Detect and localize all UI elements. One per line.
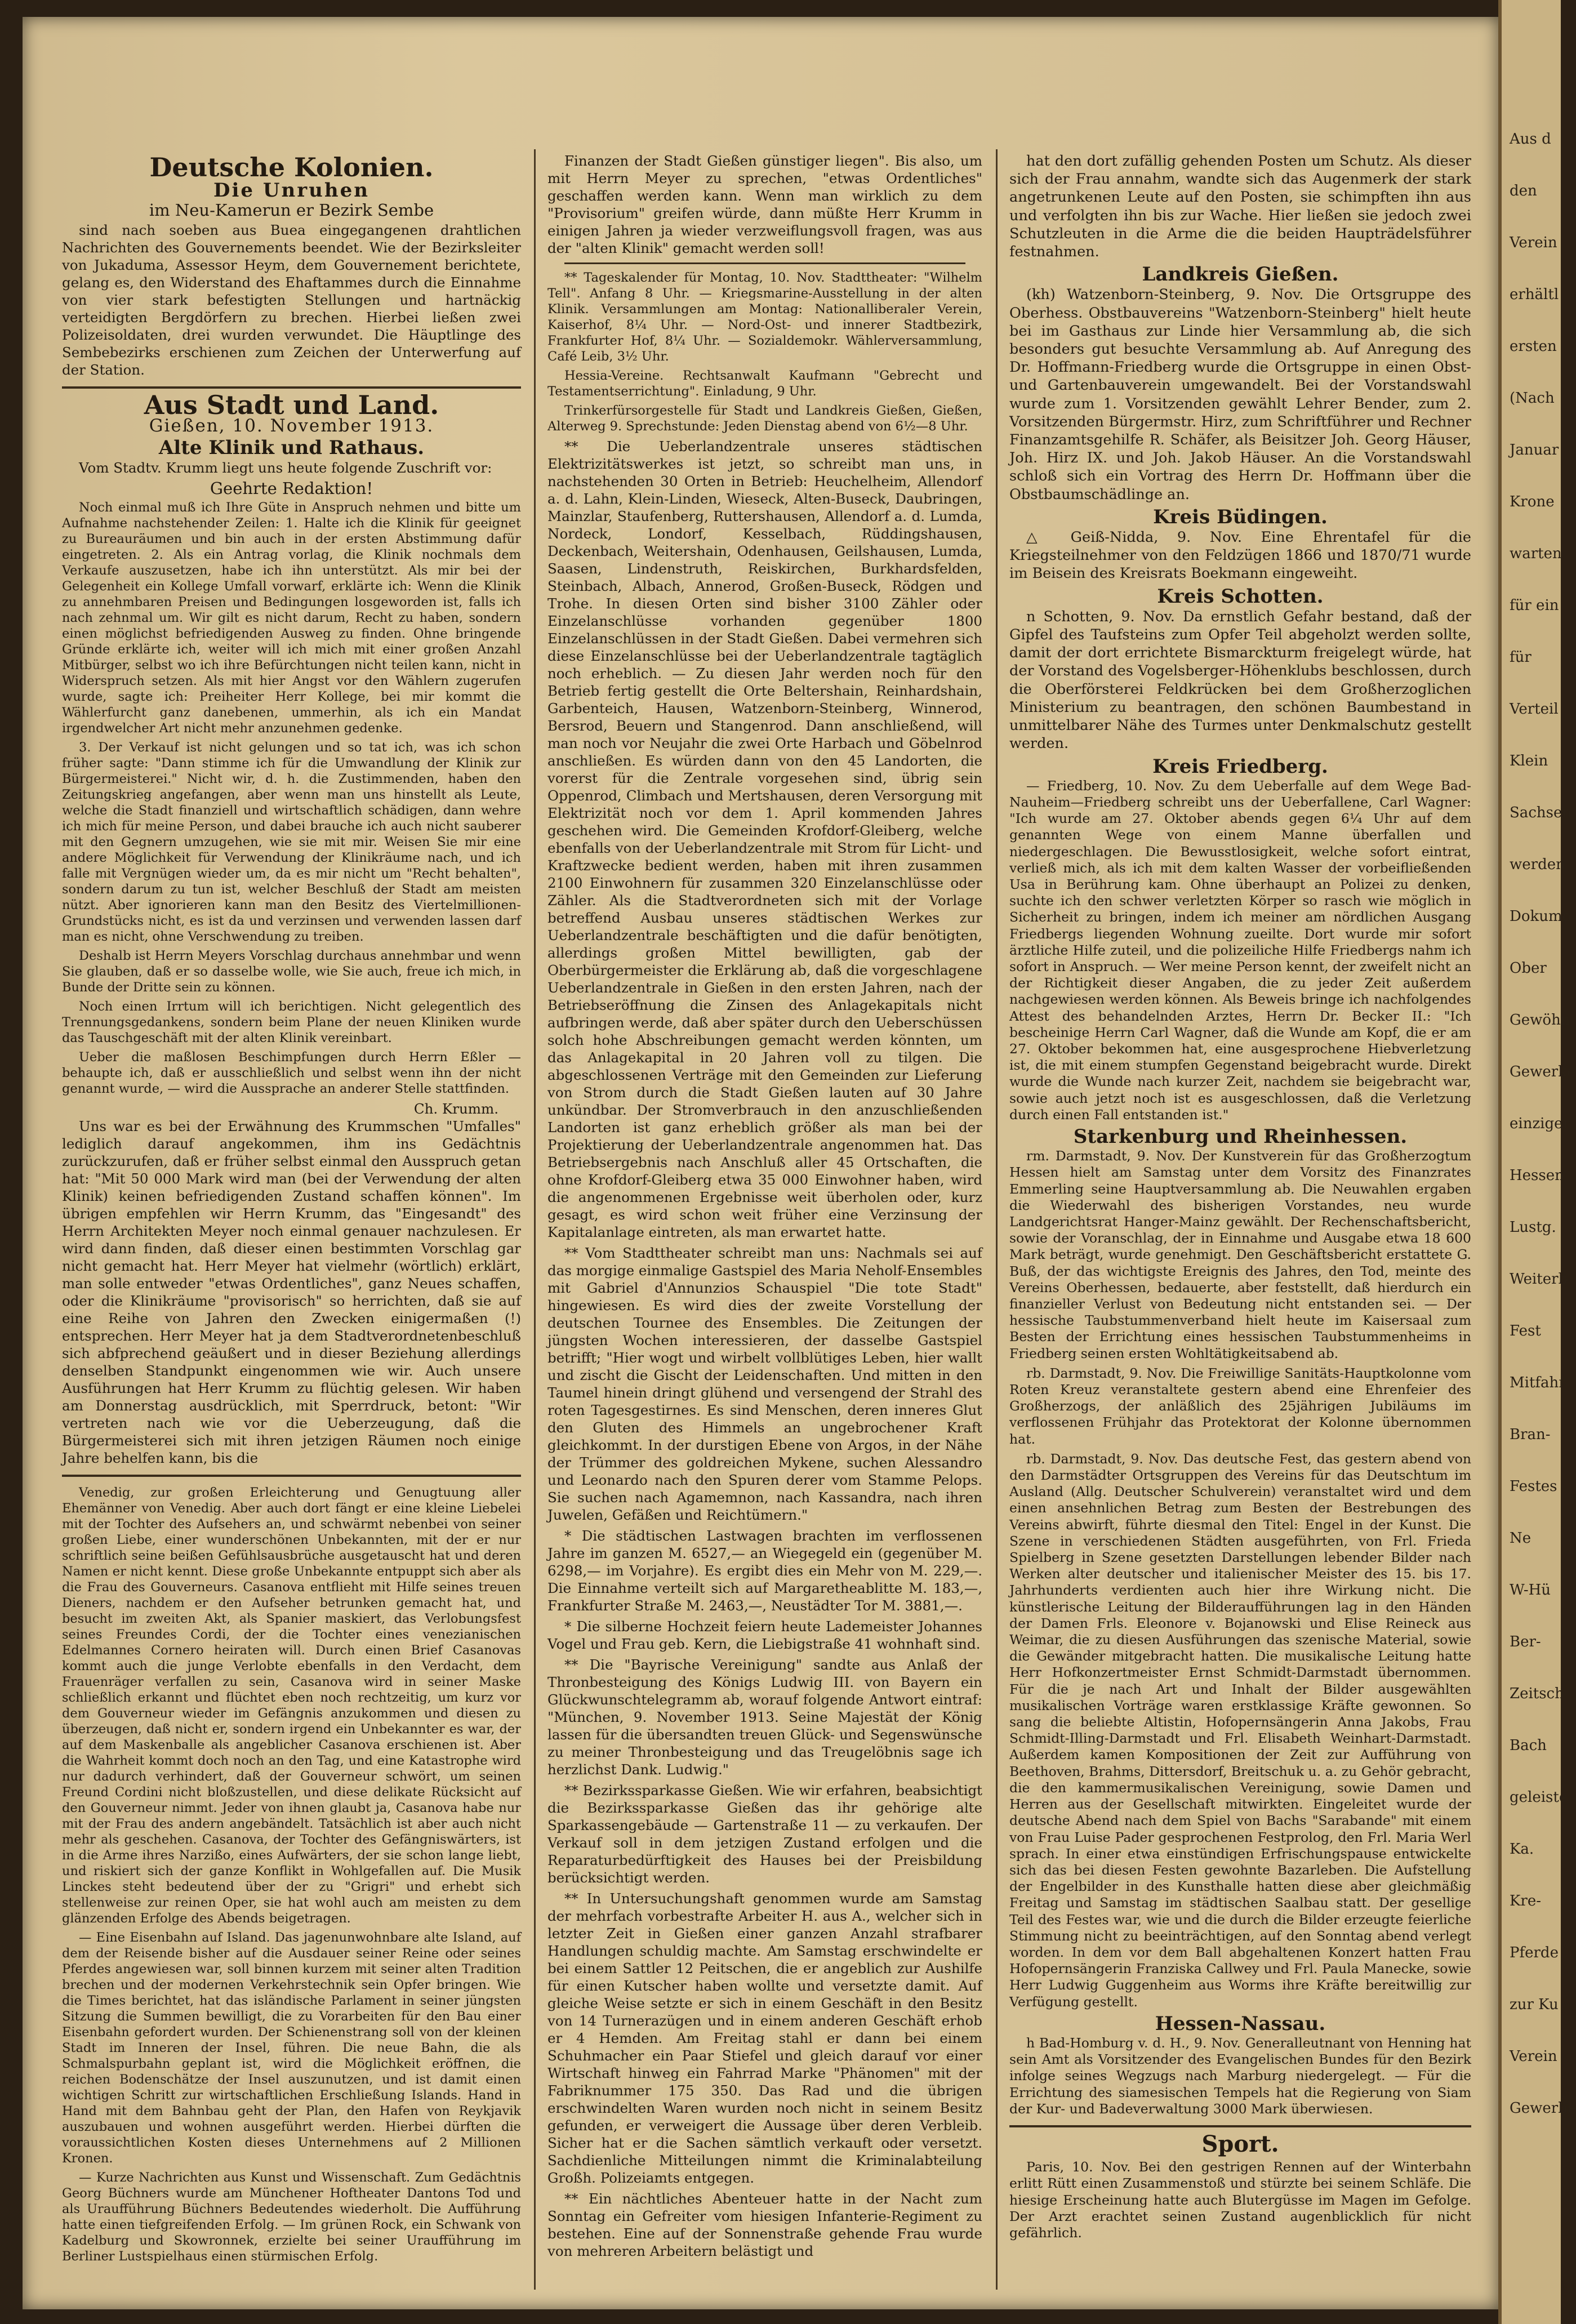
column-2: [547, 152, 982, 2263]
edge-fragment: geleiste: [1510, 1789, 1568, 1806]
edge-fragment: Hessen: [1510, 1167, 1564, 1184]
edge-fragment: Bran-: [1510, 1426, 1551, 1443]
edge-fragment: (Nach: [1510, 390, 1555, 407]
article-hessia: Hessia-Vereine. Rechtsanwalt Kaufmann "Gebrecht und Testamentserrichtung". Einladung, 9 Uhr.: [547, 368, 982, 399]
article-bayrische-vereinigung: ** Die "Bayrische Vereinigung" sandte aus Anlaß der Thronbesteigung des Königs Ludwig III. von Bayern ein Glückwunschtelegramm ab, worauf folgende Antwort eintraf: "München, 9. November 1913. Seine Majestät der König lassen für die übersandten treuen Glück- und Segenswünsche zu meiner Thronbesteigung und das Treugelöbnis sage ich herzlichst Dank. Ludwig.": [547, 1657, 982, 1778]
editorial-reply: Uns war es bei der Erwähnung des Krummschen "Umfalles" lediglich darauf angekommen, ihm ins Gedächtnis zurückzurufen, daß er früher selbst einmal den Ausspruch getan hat: "Mit 50 000 Mark wird man (bei der Verwendung der alten Klinik) keinen befriedigenden Zustand schaffen können". Im übrigen empfehlen wir Herrn Krumm, das "Eingesandt" des Herrn Architekten Meyer noch einmal genauer nachzulesen. Er wird dann finden, daß dieser einen bestimmten Vorschlag gar nicht gemacht hat. Herr Meyer hat vielmehr (wörtlich) erklärt, man solle entweder "etwas Ordentliches", ganz Neues schaffen, oder die Klinikräume "provisorisch" so herrichten, daß sie auf eine Reihe von Jahren den Zwecken einigermaßen (!) entsprechen. Herr Meyer hat ja dem Stadtverordnetenbeschluß sich abfprechend geäußert und in dieser Beziehung allerdings denselben Standpunkt eingenommen wie wir. Auch unsere Ausführungen hat Herr Krumm zu flüchtig gelesen. Wir haben am Donnerstag ausdrücklich, mit Sperrdruck, betont: "Wir vertreten nach wie vor die Ueberzeugung, daß die Bürgermeisterei sich mit ihren jetzigen Räumen noch einige Jahre behelfen kann, bis die: [62, 1118, 521, 1466]
edge-fragment: Ne: [1510, 1530, 1532, 1547]
edge-fragment: Gewerbe: [1510, 2100, 1576, 2117]
article-sparkasse: ** Bezirkssparkasse Gießen. Wie wir erfahren, beabsichtigt die Bezirkssparkasse Gießen das ihr gehörige alte Sparkassengebäude — Gartenstraße 11 — zu verkaufen. Der Verkauf soll in dem jetzigen Zustand erfolgen und die Reparaturbedürftigkeit des Hauses bei der Preisbildung berücksichtigt werden.: [547, 1782, 982, 1886]
letter-body-2: 3. Der Verkauf ist nicht gelungen und so tat ich, was ich schon früher sagte: "Dann stimme ich für die Umwandlung der Klinik zur Bürgermeisterei." Nicht wir, d. h. die Zustimmenden, haben den Zeitungskrieg angefangen, aber wenn man uns hinstellt als Leute, welche die Stadt finanziell und wirtschaftlich schädigen, dann wehre ich mich für meine Person, und dabei brauche ich auch nicht sauberer mit den Gegnern umzugehen, wie sie mit mir. Weisen Sie mir eine andere Möglichkeit für Verwendung der Klinikräume nach, und ich falle mit Vergnügen wieder um, da es mir nicht um "Recht behalten", sondern darum zu tun ist, welcher Beschluß der Stadt am meisten nützt. Aber ignorieren kann man den Besitz des Viertelmillionen-Grundstücks nicht, es ist da und verzinsen und verwenden lassen darf man es nicht, ohne Verschwendung zu treiben.: [62, 740, 521, 944]
subheading-unruhen: Die Unruhen: [213, 179, 369, 202]
article-homburg: h Bad-Homburg v. d. H., 9. Nov. Generalleutnant von Henning hat sein Amt als Vorsitzender des Evangelischen Bundes für den Bezirk infolge seines Wegzugs nach Marburg niedergelegt. — Für die Errichtung des siamesischen Tempels hat die Regierung von Siam der Kur- und Badeverwaltung 3000 Mark überwiesen.: [1009, 2034, 1471, 2117]
article-continued-3: hat den dort zufällig gehenden Posten um Schutz. Als dieser sich der Frau annahm, wandte sich das Augenmerk der stark angetrunkenen Leute auf den Posten, sie schimpften ihn aus und verfolgten ihn bis zur Wache. Hier ließen sie jedoch zwei Schutzleuten in die Arme die die beiden Haupträdelsführer festnahmen.: [1009, 153, 1471, 261]
heading-kolonien: Deutsche Kolonien.: [149, 152, 434, 182]
edge-fragment: Dokumo: [1510, 908, 1571, 925]
article-darmstadt-sanitaet: rb. Darmstadt, 9. Nov. Die Freiwillige Sanitäts-Hauptkolonne vom Roten Kreuz veranstaltete gestern abend eine Ehrenfeier des Großherzogs, der anläßlich des 25jährigen Jubiläums im verflossenen Frühjahr das Protektorat der Kolonne übernommen hat.: [1009, 1365, 1471, 1447]
edge-fragment: Ober: [1510, 960, 1547, 977]
edge-fragment: warten: [1510, 545, 1562, 562]
edge-fragment: Verein: [1510, 234, 1557, 251]
column-rule-2: [996, 149, 998, 2290]
article-ueberlandzentrale: ** Die Ueberlandzentrale unseres städtischen Elektrizitätswerkes ist jetzt, so schreibt man uns, in nachstehenden 30 Orten in Betrieb: Heuchelheim, Allendorf a. d. Lahn, Klein-Linden, Wieseck, Alten-Buseck, Daubringen, Mainzlar, Staufenberg, Ruttershausen, Allendorf a. d. Lumda, Nordeck, Londorf, Kesselbach, Rüddingshausen, Deckenbach, Weitershain, Odenhausen, Geilshausen, Lumda, Saasen, Lindenstruth, Reiskirchen, Burkhardsfelden, Steinbach, Albach, Annerod, Großen-Buseck, Rödgen und Trohe. In diesen Orten sind bisher 3100 Zähler oder Einzelanschlüsse vorhanden gegenüber 1800 Einzelanschlüssen in der Stadt Gießen. Dabei vermehren sich diese Einzelanschlüsse bei der Ueberlandzentrale tagtäglich noch erheblich. — Zu diesen Jahr werden noch für den Betrieb fertig gestellt die Orte Beltershain, Reinhardshain, Garbenteich, Hausen, Watzenborn-Steinberg, Winnerod, Bersrod, Beuern und Stangenrod. Dann anschließend, will man noch vor Neujahr die zwei Orte Harbach und Göbelnrod anschließen. Es würden dann von den 45 Landorten, die vorerst für die Zentrale vorgesehen sind, übrig sein Oppenrod, Climbach und Mertshausen, deren Versorgung mit Elektrizität noch vor dem 1. April kommenden Jahres geschehen wird. Die Gemeinden Krofdorf-Gleiberg, welche ebenfalls von der Ueberlandzentrale mit Strom für Licht- und Kraftzwecke bedient werden, haben mit ihren zusammen 2100 Einwohnern für zusammen 320 Einzelanschlüsse oder Zähler. Als die Stadtverordneten sich mit der Vorlage betreffend Ausbau unseres städtischen Werkes zur Ueberlandzentrale beschäftigten und die dafür benötigten, allerdings großen Mittel bewilligten, gab der Oberbürgermeister die Erklärung ab, daß die vorgeschlagene Ueberlandzentrale in Gießen in den ersten Jahren, nach der Betriebseröffnung die Zinsen des Anlagekapitals nicht aufbringen werde, daß aber später durch den Ueberschüssen solch hohe Abschreibungen gemacht werden könnten, um das Anlagekapital in 20 Jahren voll zu tilgen. Die abgeschlossenen Verträge mit den Gemeinden zur Lieferung von Strom durch die Stadt Gießen lauten auf 30 Jahre unkündbar. Der Stromverbrauch in den anzuschließenden Landorten ist ganz erheblich größer als man bei der Projektierung der Ueberlandzentrale angenommen hat. Das Betriebsergebnis nach Anschluß aller 45 Ortschaften, die ohne Krofdorf-Gleiberg etwa 35 000 Einwohner haben, wird die angenommenen Ergebnisse weit überholen oder, kurz gesagt, es wird schon weit früher eine Verzinsung der Kapitalanlage eintreten, als man erwartet hatte.: [547, 438, 982, 1240]
article-trinkerfuersorge: Trinkerfürsorgestelle für Stadt und Landkreis Gießen, Gießen, Alterweg 9. Sprechstunde: Jeden Dienstag abend von 6½—8 Uhr.: [547, 403, 982, 434]
article-stadttheater: ** Vom Stadttheater schreibt man uns: Nachmals sei auf das morgige einmalige Gastspiel des Maria Neholf-Ensembles mit Gabriel d'Annunzios Schauspiel "Die tote Stadt" hingewiesen. Es wird dies der zweite Vorstellung der deutschen Tournee des Ensembles. Die Zeitungen der jüngsten Wochen interessieren, der dasselbe Gastspiel betrifft; "Hier wogt und wirbelt vollblütiges Leben, hier wallt und zischt die Gischt der Leidenschaften. Und mitten in den Taumel hinein dringt glühend und versengend der Strahl des roten Tagesgestirnes. Es sind Menschen, deren inneres Glut den Gluten des Himmels an ungebrochener Kraft gleichkommt. In der durstigen Ebene von Argos, in der Nähe der Trümmer des goldreichen Mykene, suchen Alessandro und Leonardo nach den Spuren derer vom Stamme Pelops. Sie suchen nach Agamemnon, nach Kassandra, nach ihren Juwelen, Gefäßen und Reichtümern.": [547, 1245, 982, 1523]
edge-fragment: Ka.: [1510, 1841, 1534, 1858]
article-sport: Paris, 10. Nov. Bei den gestrigen Rennen auf der Winterbahn erlitt Rütt einen Zusammenstoß und stürzte bei seinem Schläfe. Die hiesige Erscheinung hatte auch Blutergüsse im Magen im Gefolge. Der Arzt erachtet seinen Zustand augenblicklich für nicht gefährlich.: [1009, 2159, 1471, 2241]
signature: Ch. Krumm.: [413, 1101, 498, 1117]
edge-fragment: Gewerke: [1510, 1063, 1576, 1080]
edge-fragment: werden: [1510, 856, 1565, 873]
edge-fragment: Verein: [1510, 2048, 1557, 2065]
article-untersuchungshaft: ** In Untersuchungshaft genommen wurde am Samstag der mehrfach vorbestrafte Arbeiter H. aus A., welcher sich in letzter Zeit in Gießen einer ganzen Anzahl strafbarer Handlungen schuldig machte. Am Samstag erschwindelte er bei einem Sattler 12 Peitschen, die er angeblich zur Aushilfe für einen Kutscher haben wollte und versetzte damit. Auf gleiche Weise setzte er sich in einem Geschäft in den Besitz von 14 Turnerazügen und in einem anderen Geschäft erhob er 4 Hemden. Am Freitag stahl er dann bei einem Schuhmacher ein Paar Stiefel und gleich darauf vor einer Wirtschaft hinweg ein Fahrrad Marke "Phänomen" mit der Fabriknummer 175 350. Das Rad und die übrigen erschwindelten Waren wurden noch nicht in seinem Besitz gefunden, er verweigert die Aussage über deren Verbleib. Sicher hat er die Sachen sämtlich verkauft oder versetzt. Sachdienliche Mitteilungen nimmt die Kriminalabteilung Großh. Polizeiamts entgegen.: [547, 1890, 982, 2186]
heading-stadt-und-land: Aus Stadt und Land.: [144, 390, 439, 420]
column-3: [1009, 152, 1471, 2245]
heading-starkenburg: Starkenburg und Rheinhessen.: [1073, 1125, 1408, 1148]
letter-body-3: Deshalb ist Herrn Meyers Vorschlag durchaus annehmbar und wenn Sie glauben, daß er so dasselbe wolle, wie Sie auch, freue ich mich, in Bunde der Dritte sein zu können.: [62, 949, 521, 995]
edge-fragment: Zeitsch: [1510, 1685, 1564, 1702]
article-darmstadt-fest: rb. Darmstadt, 9. Nov. Das deutsche Fest, das gestern abend von den Darmstädter Ortsgruppen des Vereins für das Deutschtum im Ausland (Allg. Deutscher Schulverein) veranstaltet wird und dem einen ansehnlichen Betrag zum Besten der Bestrebungen des Vereins abwirft, führte diesmal den Titel: Engel in der Kunst. Die Szene in verschiedenen Städten ausgeführten, von Frl. Frieda Spielberg in Szene gesetzten Darstellungen lebender Bilder nach Werken alter deutscher und italienischer Meister des 15. bis 17. Jahrhunderts verdienten auch hier ihre Wirkung nicht. Die künstlerische Leitung der Bilderaufführungen lag in den Händen der Damen Frls. Eleonore v. Bojanowski und Elise Reineck aus Weimar, die zu diesen Ausführungen das szenische Material, sowie die Gewänder mitgebracht hatten. Die musikalische Leitung hatte Herr Hofkonzertmeister Ernst Schmidt-Darmstadt übernommen. Für die je nach Art und Inhalt der Bilder ausgewählten musikalischen Vorträge waren erstklassige Kräfte gewonnen. So sang die beliebte Altistin, Hofopernsängerin Anna Jakobs, Frau Schmidt-Illing-Darmstadt und Frl. Elisabeth Weinhart-Darmstadt. Außerdem kamen Kompositionen der Zeit zur Aufführung von Beethoven, Brahms, Dittersdorf, Breitschuk u. a. zu Gehör gebracht, die den kammermusikalischen Vereinigung, sowie Damen und Herren aus der Gesellschaft mitwirkten. Eingeleitet wurde der deutsche Abend nach dem Spiel von Bachs "Sarabande" mit einem von Frau Luise Pader gesprochenen Festprolog, den Frl. Maria Werl sprach. In einer etwa einstündigen Erfrischungspause entwickelte sich das bei diesen Festen gewohnte Bazarleben. Die Aufstellung der Engelbilder in des Kunsthalle hatten diese aber gleichmäßig Freitag und Samstag im städtischen Saalbau statt. Der gesellige Teil des Festes war, wie und die durch die Bilder erzeugte feierliche Stimmung nicht zu beeinträchtigen, auf den Sonntag abend verlegt worden. In dem vor dem Ball abgehaltenen Konzert hatten Frau Hofopernsängerin Franziska Callwey und Frl. Paula Manecke, sowie Herr Ludwig Guggenheim aus Worms ihre Kräfte bereitwillig zur Verfügung gestellt.: [1009, 1450, 1471, 2010]
article-friedberg: — Friedberg, 10. Nov. Zu dem Ueberfalle auf dem Wege Bad-Nauheim—Friedberg schreibt uns der Ueberfallene, Carl Wagner: "Ich wurde am 27. Oktober abends gegen 6¼ Uhr auf dem genannten Wege von einem Manne überfallen und niedergeschlagen. Die Bewusstlosigkeit, welche sofort eintrat, verließ mich, als ich mit dem kalten Wasser der vorbeifließenden Usa in Berührung kam. Ohne überhaupt an Polizei zu denken, suchte ich den schwer verletzten Körper so rasch wie möglich in Sicherheit zu bringen, indem ich meiner am nördlichen Ausgang Friedbergs liegenden Wohnung zueilte. Dort wurde mir sofort ärztliche Hilfe zuteil, und die polizeiliche Hilfe Friedbergs nahm ich sofort in Anspruch. — Wer meine Person kennt, der zweifelt nicht an der Richtigkeit dieser Angaben, die zu jeder Zeit außerdem nachgewiesen werden können. Als Beweis bringe ich nachfolgendes Attest des behandelnden Arztes, Herrn Dr. Becker II.: "Ich bescheinige Herrn Carl Wagner, daß die Wunde am Kopf, die er am 27. Oktober bekommen hat, eine ausgesprochene Hiebverletzung ist, die mit einem stumpfen Gegenstand beigebracht wurde. Direkt wurde die Wunde nach kurzer Zeit, nachdem sie beigebracht war, sowie auch jetzt noch ist es ausgeschlossen, daß die Verletzung durch einen Fall entstanden ist.": [1009, 777, 1471, 1123]
column-1: [62, 152, 521, 2268]
dateline: Gießen, 10. November 1913.: [149, 416, 434, 436]
column-rule-1: [534, 149, 536, 2290]
heading-hessen-nassau: Hessen-Nassau.: [1155, 2012, 1326, 2035]
heading-kreis-schotten: Kreis Schotten.: [1157, 585, 1324, 608]
edge-fragment: Januar: [1510, 442, 1559, 458]
article-silberhochzeit: * Die silberne Hochzeit feiern heute Lademeister Johannes Vogel und Frau geb. Kern, die Liebigstraße 41 wohnhaft sind.: [547, 1618, 982, 1652]
letter-body-5: Ueber die maßlosen Beschimpfungen durch Herrn Eßler — behaupte ich, daß er ausschließlich und selbst wenn ihn der nicht genannt wurde, — wird die Aussprache an anderer Stelle stattfinden.: [62, 1050, 521, 1096]
heading-kreis-friedberg: Kreis Friedberg.: [1152, 755, 1328, 778]
edge-fragment: Lustg.: [1510, 1219, 1556, 1236]
edge-fragment: Festes: [1510, 1478, 1557, 1495]
article-schotten: n Schotten, 9. Nov. Da ernstlich Gefahr bestand, daß der Gipfel des Taufsteins zum Opfer Teil abgeholzt werden sollte, damit der dort errichtete Bismarckturm freigelegt würde, hat der Vorstand des Vogelsberger-Höhenklubs beschlossen, durch die Oberförsterei Feldkrücken bei dem Großherzoglichen Ministerium zu beantragen, den schönen Baumbestand in unmittelbarer Nähe des Turmes unter Denkmalschutz gestellt werden.: [1009, 608, 1471, 753]
article-abenteuer: ** Ein nächtliches Abenteuer hatte in der Nacht zum Sonntag ein Gefreiter vom hiesigen Infanterie-Regiment zu bestehen. Eine auf der Sonnenstraße gehende Frau wurde von mehreren Arbeitern belästigt und: [547, 2191, 982, 2259]
article-venedig: Venedig, zur großen Erleichterung und Genugtuung aller Ehemänner von Venedig. Aber auch dort fängt er eine kleine Liebelei mit der Tochter des Aufsehers an, und schwärmt nebenbei von seiner großen Liebe, einer wunderschönen Unbekannten, mit der er nur schriftlich seine beißen Gefühlsausbrüche ausgetauscht hat und deren Namen er nicht kennt. Diese große Unbekannte entpuppt sich aber als die Frau des Gouverneurs. Casanova entflieht mit Hilfe seines treuen Dieners, nachdem er den Aufseher betrunken gemacht hat, und besucht im zweiten Akt, als Spanier maskiert, das Verlobungsfest seines Freundes Cordi, der die Tochter eines venezianischen Edelmannes Cornero heiraten will. Durch einen Brief Casanovas kommt auch die junge Verlobte ebenfalls in den Verdacht, dem Frauenräger verfallen zu sein, Casanova wird in seiner Maske schließlich erkannt und flüchtet eben noch rechtzeitig, um kurz vor dem Gouverneur wieder im Gefängnis anzukommen und diesen zu überzeugen, daß nicht er, sondern irgend ein Unbekannter es war, der auf dem Maskenballe als angeblicher Casanova erschienen ist. Aber die Wahrheit kommt doch noch an den Tag, und eine Katastrophe wird nur dadurch verhindert, daß der Gouverneur schwört, um seinen Freund Cordini nicht bloßzustellen, und diese delikate Rücksicht auf den Gouverneur nimmt. Jeder von ihnen glaubt ja, Casanova habe nur mit der Frau des andern angebändelt. Tatsächlich ist aber auch nicht mehr als geschehen. Casanova, der Tochter des Gefängniswärters, ist in die Arme ihres Narzißo, eines Aufwärters, der sie schon lange liebt, und riskiert sich der ganze Konflikt in Wohlgefallen auf. Die Musik Linckes steht bedeutend über der zu "Grigri" und erhebt sich stellenweise zur reinen Oper, sie hat wohl auch am meisten zu dem glänzenden Erfolge des Abends beigetragen.: [62, 1485, 521, 1926]
article-tageskalender: ** Tageskalender für Montag, 10. Nov. Stadttheater: "Wilhelm Tell". Anfang 8 Uhr. — Kriegsmarine-Ausstellung in der alten Klinik. Versammlungen am Montag: Nationalliberaler Verein, Kaiserhof, 8¼ Uhr. — Nord-Ost- und innerer Stadtbezirk, Frankfurter Hof, 8¼ Uhr. — Sozialdemokr. Wählerversammlung, Café Leib, 3½ Uhr.: [547, 270, 982, 364]
edge-fragment: Krone: [1510, 493, 1555, 510]
subheading-bezirk: im Neu-Kamerun er Bezirk Sembe: [149, 201, 434, 220]
edge-fragment: Mitfahr: [1510, 1374, 1566, 1391]
subheading-klinik: Alte Klinik und Rathaus.: [158, 437, 425, 459]
article-island: — Eine Eisenbahn auf Island. Das jagenunwohnbare alte Island, auf dem der Reisende bisher auf die Ausdauer seiner Reine oder seines Pferdes angewiesen war, soll binnen kurzem mit seiner alten Tradition brechen und der modernen Verkehrstechnik sein Opfer bringen. Wie die Times berichtet, hat das isländische Parlament in seiner jüngsten Sitzung die Summen bewilligt, die zu Vorarbeiten für den Bau einer Eisenbahn gefordert wurden. Der Schienenstrang soll von der kleinen Stadt im Inneren der Insel, führen. Die neue Bahn, die als Schmalspurbahn geplant ist, wird die Möglichkeit eröffnen, die reichen Bodenschätze der Insel auszunutzen, und ist damit einen wichtigen Schritt zur wirtschaftlichen Erschließung Islands. Hand in Hand mit dem Bahnbau geht der Plan, den Hafen von Reykjavik auszubauen und wohnen ausgeführt werden. Hierbei dürften die voraussichtlichen Kosten dieses Unternehmens auf 2 Millionen Kronen.: [62, 1930, 521, 2166]
heading-kreis-buedingen: Kreis Büdingen.: [1153, 505, 1328, 528]
edge-fragment: Gewöhn: [1510, 1012, 1570, 1029]
edge-fragment: Kre-: [1510, 1893, 1542, 1909]
edge-fragment: ersten: [1510, 338, 1557, 355]
sport-divider: [1009, 2125, 1471, 2127]
edge-fragment: Ber-: [1510, 1633, 1541, 1650]
article-watzenborn: (kh) Watzenborn-Steinberg, 9. Nov. Die Ortsgruppe des Oberhess. Obstbauvereins "Watzenborn-Steinberg" hielt heute bei im Gasthaus zur Linde hier Versammlung ab, die sich besonders gut besuchte Versammlung ab. Auf Anregung des Dr. Hoffmann-Friedberg wurde die Ortsgruppe in einen Obst- und Gartenbauverein umgewandelt. Bei der Vorstandswahl wurde zum 1. Vorsitzenden gewählt Lehrer Bender, zum 2. Vorsitzenden Bürgermstr. Hirz, zum Schriftführer und Rechner Finanzamtsgehilfe R. Schäfer, als Beisitzer Joh. Georg Häuser, Joh. Hirz IX. und Joh. Jakob Häuser. An die Vorstandswahl schloß sich ein Vortrag des Herrn Dr. Hoffmann über die Obstbaumschädlinge an.: [1009, 286, 1471, 503]
edge-fragment: Pferde: [1510, 1944, 1559, 1961]
edge-fragment: Fest: [1510, 1323, 1541, 1339]
article-lastwagen: * Die städtischen Lastwagen brachten im verflossenen Jahre im ganzen M. 6527,— an Wiegegeld ein (gegenüber M. 6298,— im Vorjahre). Es ergibt dies ein Mehr von M. 229,—. Die Einnahme verteilt sich auf Margaretheablitte M. 183,—, Frankfurter Straße M. 2463,—, Neustädter Tor M. 3881,—.: [547, 1528, 982, 1614]
heading-sport: Sport.: [1201, 2130, 1279, 2157]
edge-fragment: für ein: [1510, 597, 1559, 614]
edge-fragment: erhältl: [1510, 286, 1559, 303]
edge-fragment: für: [1510, 649, 1532, 666]
salutation: Geehrte Redaktion!: [210, 479, 373, 498]
edge-fragment: Verteil: [1510, 701, 1559, 718]
letter-body-4: Noch einen Irrtum will ich berichtigen. Nicht gelegentlich des Trennungsgedankens, sondern beim Plane der neuen Kliniken wurde das Tauschgeschäft mit der alten Klinik vereinbart.: [62, 999, 521, 1045]
edge-fragment: zur Ku: [1510, 1996, 1559, 2013]
edge-fragment: Klein: [1510, 753, 1548, 769]
divider: [564, 262, 965, 264]
article-darmstadt-kunstverein: rm. Darmstadt, 9. Nov. Der Kunstverein für das Großherzogtum Hessen hielt am Samstag unter dem Vorsitz des Finanzrates Emmerling seine Hauptversammlung ab. Die Neuwahlen ergaben die Wiederwahl des bisherigen Vorstandes, neu wurde Landgerichtsrat Hanger-Mainz gewählt. Der Rechenschaftsbericht, sowie der Voranschlag, der in Einnahme und Ausgabe etwa 18 600 Mark beträgt, wurde genehmigt. Den Geschäftsbericht erstattete G. Buß, der das wichtigste Ereignis des Jahres, den Tod, meinte des Vereins Oberhessen, bedauerte, aber feststellt, daß hierdurch ein finanzieller Verlust von Bedeutung nicht entstanden sei. — Der hessische Taubstummenverband hielt heute im Kaisersaal zum Besten der Errichtung eines hessischen Taubstummenheims in Friedberg seinen ersten Wohltätigkeitsabend ab.: [1009, 1148, 1471, 1361]
article-nidda: △ Geiß-Nidda, 9. Nov. Eine Ehrentafel für die Kriegsteilnehmer von den Feldzügen 1866 und 1870/71 wurde im Beisein des Kreisrats Boekmann eingeweiht.: [1009, 529, 1471, 582]
feuilleton-divider: [62, 1475, 521, 1477]
edge-fragment: den: [1510, 182, 1537, 199]
lead-text: Vom Stadtv. Krumm liegt uns heute folgende Zuschrift vor:: [79, 460, 492, 476]
edge-fragment: Bach: [1510, 1737, 1547, 1754]
article-kunst: — Kurze Nachrichten aus Kunst und Wissenschaft. Zum Gedächtnis Georg Büchners wurde am Münchener Hoftheater Dantons Tod und als Uraufführung Büchners Bedeutendes wiederholt. Die Aufführung hatte einen tiefgreifenden Erfolg. — Im grünen Rock, ein Schwank von Kadelburg und Skowronnek, erzielte bei seiner Uraufführung im Berliner Lustspielhaus einen stürmischen Erfolg.: [62, 2170, 521, 2264]
edge-fragment: Aus d: [1510, 131, 1551, 148]
article-continued: Finanzen der Stadt Gießen günstiger liegen". Bis also, um mit Herrn Meyer zu sprechen, "etwas Ordentliches" geschaffen werden kann. Wenn man wirklich zu dem "Provisorium" greifen würde, dann müßte Herr Krumm in einigen Jahren ja wieder verzweiflungsvoll fragen, was aus der "alten Klinik" gemacht werden soll!: [547, 153, 982, 256]
letter-body-1: Noch einmal muß ich Ihre Güte in Anspruch nehmen und bitte um Aufnahme nachstehender Zeilen: 1. Halte ich die Klinik für geeignet zu Bureauräumen und bin auch in der ersten Abstimmung dafür eingetreten. 2. Als ein Antrag vorlag, die Klinik nochmals dem Verkaufe auszusetzen, habe ich ihn unterstützt. Als mir bei der Gelegenheit ein Kollege Umfall vorwarf, erklärte ich: Wenn die Klinik zu annehmbaren Preisen und Bedingungen losgeworden ist, falls ich nach zehnmal um. Wir gilt es nicht darum, Recht zu haben, sondern einen möglichst befriedigenden Ausweg zu finden. Ohne bringende Gründe erklärte ich, weiter will ich mich mit einer großen Anzahl Mitbürger, selbst wo ich ihre Befürchtungen nicht teilen kann, nicht in Widerspruch setzen. Als mit hier Angst vor den Wählern zugerufen wurde, sagte ich: Preiheiter Herr Kollege, bei mir kommt die Wählerfurcht ganz danebenen, ummerhin, als ich ein Mandat irgendwelcher Art nicht mehr anzunehmen gedenke.: [62, 500, 521, 736]
edge-fragment: einziger: [1510, 1115, 1570, 1132]
edge-fragment: W-Hü: [1510, 1582, 1551, 1599]
edge-fragment: Weiterb: [1510, 1271, 1568, 1288]
edge-fragment: Sachsen: [1510, 804, 1572, 821]
adjacent-page-edge: [1498, 0, 1576, 2324]
heading-landkreis-giessen: Landkreis Gießen.: [1142, 263, 1339, 286]
article-kolonien: sind nach soeben aus Buea eingegangenen drahtlichen Nachrichten des Gouvernements beendet. Wie der Bezirksleiter von Jukaduma, Assessor Heym, dem Gouvernement berichtete, gelang es, den Widerstand des Ehaftammes durch die Einnahme von vier stark befestigten Stellungen und hartnäckig verteidigten Bergdörfern zu brechen. Hierbei ließen zwei Polizeisoldaten, drei wurden verwundet. Die Häuptlinge des Sembebezirks erschienen zum Zeichen der Unterwerfung auf der Station.: [62, 222, 521, 378]
section-divider: [62, 386, 521, 389]
